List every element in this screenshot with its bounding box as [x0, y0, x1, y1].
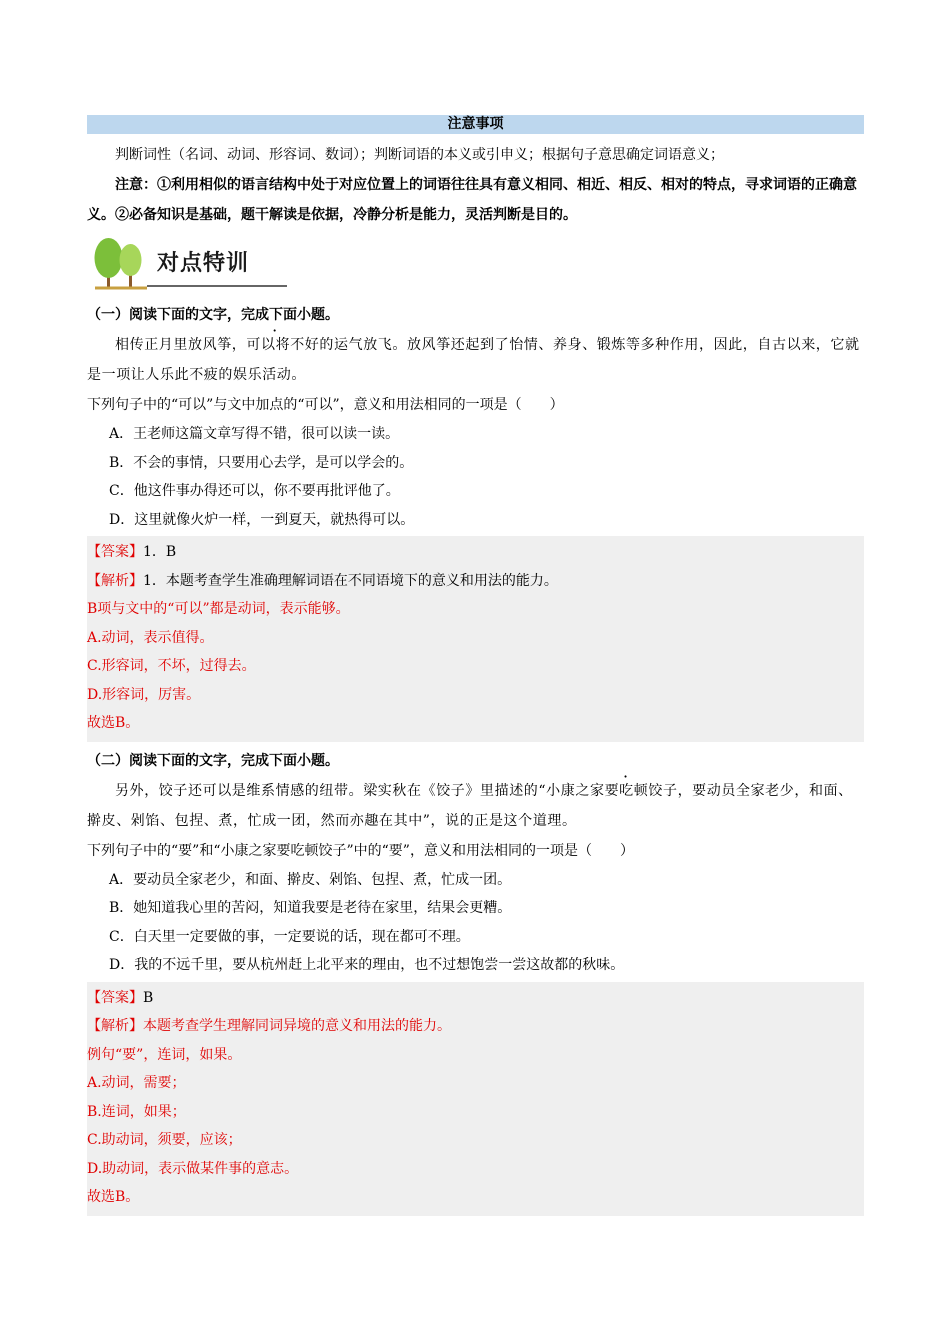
q2-analysis-line: 例句“要”，连词，如果。: [87, 1046, 242, 1063]
q1-analysis-text: 1．本题考查学生准确理解词语在不同语境下的意义和用法的能力。: [143, 572, 558, 589]
q2-option-a: A．要动员全家老少，和面、擀皮、剁馅、包捏、煮，忙成一团。: [109, 871, 512, 888]
section-title: 对点特训: [157, 251, 250, 276]
q1-answer-box: [87, 536, 864, 742]
q1-option-c: C．他这件事办得还可以，你不要再批评他了。: [109, 483, 400, 499]
q2-answer-text: B: [143, 989, 154, 1006]
q1-analysis-line: A.动词，表示值得。: [87, 629, 214, 646]
q2-analysis-line: A.动词，需要；: [87, 1075, 186, 1091]
tree-icon: [91, 234, 149, 290]
q1-answer-label: 【答案】: [87, 544, 143, 560]
notice-line: 判断词性（名词、动词、形容词、数词）；判断词语的本义或引申义；根据句子意思确定词语意义；: [115, 147, 724, 163]
notice-note: [87, 170, 864, 230]
q2-option-b: B．她知道我心里的苦闷，知道我要是老待在家里，结果会更糟。: [109, 900, 512, 916]
q2-analysis-line: D.助动词，表示做某件事的意志。: [87, 1160, 299, 1177]
q2-option-c: C．白天里一定要做的事，一定要说的话，现在都可不理。: [109, 928, 470, 945]
q1-analysis-line: D.形容词，厉害。: [87, 686, 201, 703]
q2-answer-box: [87, 982, 864, 1216]
section-header: [87, 234, 864, 294]
q1-passage-pre: 相传正月里放风筝，: [115, 337, 247, 353]
q1-analysis-line: B项与文中的“可以”都是动词，表示能够。: [87, 601, 350, 617]
q2-analysis-line: B.连词，如果；: [87, 1103, 186, 1120]
q2-title: （二）阅读下面的文字，完成下面小题。: [87, 752, 339, 769]
note-label: 注意：: [115, 177, 157, 193]
section-underline: [147, 285, 287, 287]
q2-analysis-label: 【解析】: [87, 1018, 143, 1034]
q1-answer-text: 1．B: [143, 544, 177, 560]
q1-option-a: A．王老师这篇文章写得不错，很可以读一读。: [109, 426, 400, 442]
q2-analysis-text: 本题考查学生理解同词异境的意义和用法的能力。: [143, 1018, 451, 1034]
q2-analysis: [87, 1012, 864, 1041]
q1-stem: 下列句子中的“可以”与文中加点的“可以”，意义和用法相同的一项是（ ）: [87, 397, 564, 413]
q2-stem: 下列句子中的“要”和“小康之家要吃顿饺子”中的“要”，意义和用法相同的一项是（ ）: [87, 842, 634, 859]
q2-answer-label: 【答案】: [87, 989, 143, 1006]
q1-title: （一）阅读下面的文字，完成下面小题。: [87, 307, 339, 323]
q2-analysis-line: C.助动词，须要，应该；: [87, 1132, 242, 1148]
q1-analysis: [87, 567, 864, 596]
q2-passage: [87, 776, 864, 836]
notice-title-bar: 注意事项: [87, 115, 864, 134]
q2-passage-post: 吃顿饺子，要动员全家老少，和面、擀皮、剁馅、包捏、煮，忙成一团，然而亦趣在其中”，说的正是这个道理。: [87, 782, 853, 829]
q2-passage-pre: 另外，饺子还可以是维系情感的纽带。梁实秋在《饺子》里描述的“小康之家: [115, 782, 605, 799]
q2-analysis-line: 故选B。: [87, 1189, 140, 1205]
q2-answer: [87, 984, 864, 1013]
q1-option-b: B．不会的事情，只要用心去学，是可以学会的。: [109, 454, 414, 471]
q1-analysis-line: 故选B。: [87, 715, 140, 731]
q1-option-d: D．这里就像火炉一样，一到夏天，就热得可以。: [109, 511, 415, 528]
note-text: ①利用相似的语言结构中处于对应位置上的词语往往具有意义相同、相近、相反、相对的特点，寻求词语的正确意义。②必备知识是基础，题干解读是依据，冷静分析是能力，灵活判断是目的。: [87, 177, 857, 223]
q1-analysis-label: 【解析】: [87, 572, 143, 589]
q1-analysis-line: C.形容词，不坏，过得去。: [87, 658, 256, 674]
q2-option-d: D．我的不远千里，要从杭州赶上北平来的理由，也不过想饱尝一尝这故都的秋味。: [109, 957, 625, 973]
q1-answer: [87, 538, 864, 567]
q1-dotted-word: 可以: [246, 337, 276, 353]
q1-passage: [87, 330, 864, 390]
content-area: [87, 115, 864, 1220]
q1-passage-post: 将不好的运气放飞。放风筝还起到了怡情、养身、锻炼等多种作用，因此，自古以来，它就是一项让人乐此不疲的娱乐活动。: [87, 337, 860, 383]
q2-dotted-word: 要: [604, 782, 620, 799]
